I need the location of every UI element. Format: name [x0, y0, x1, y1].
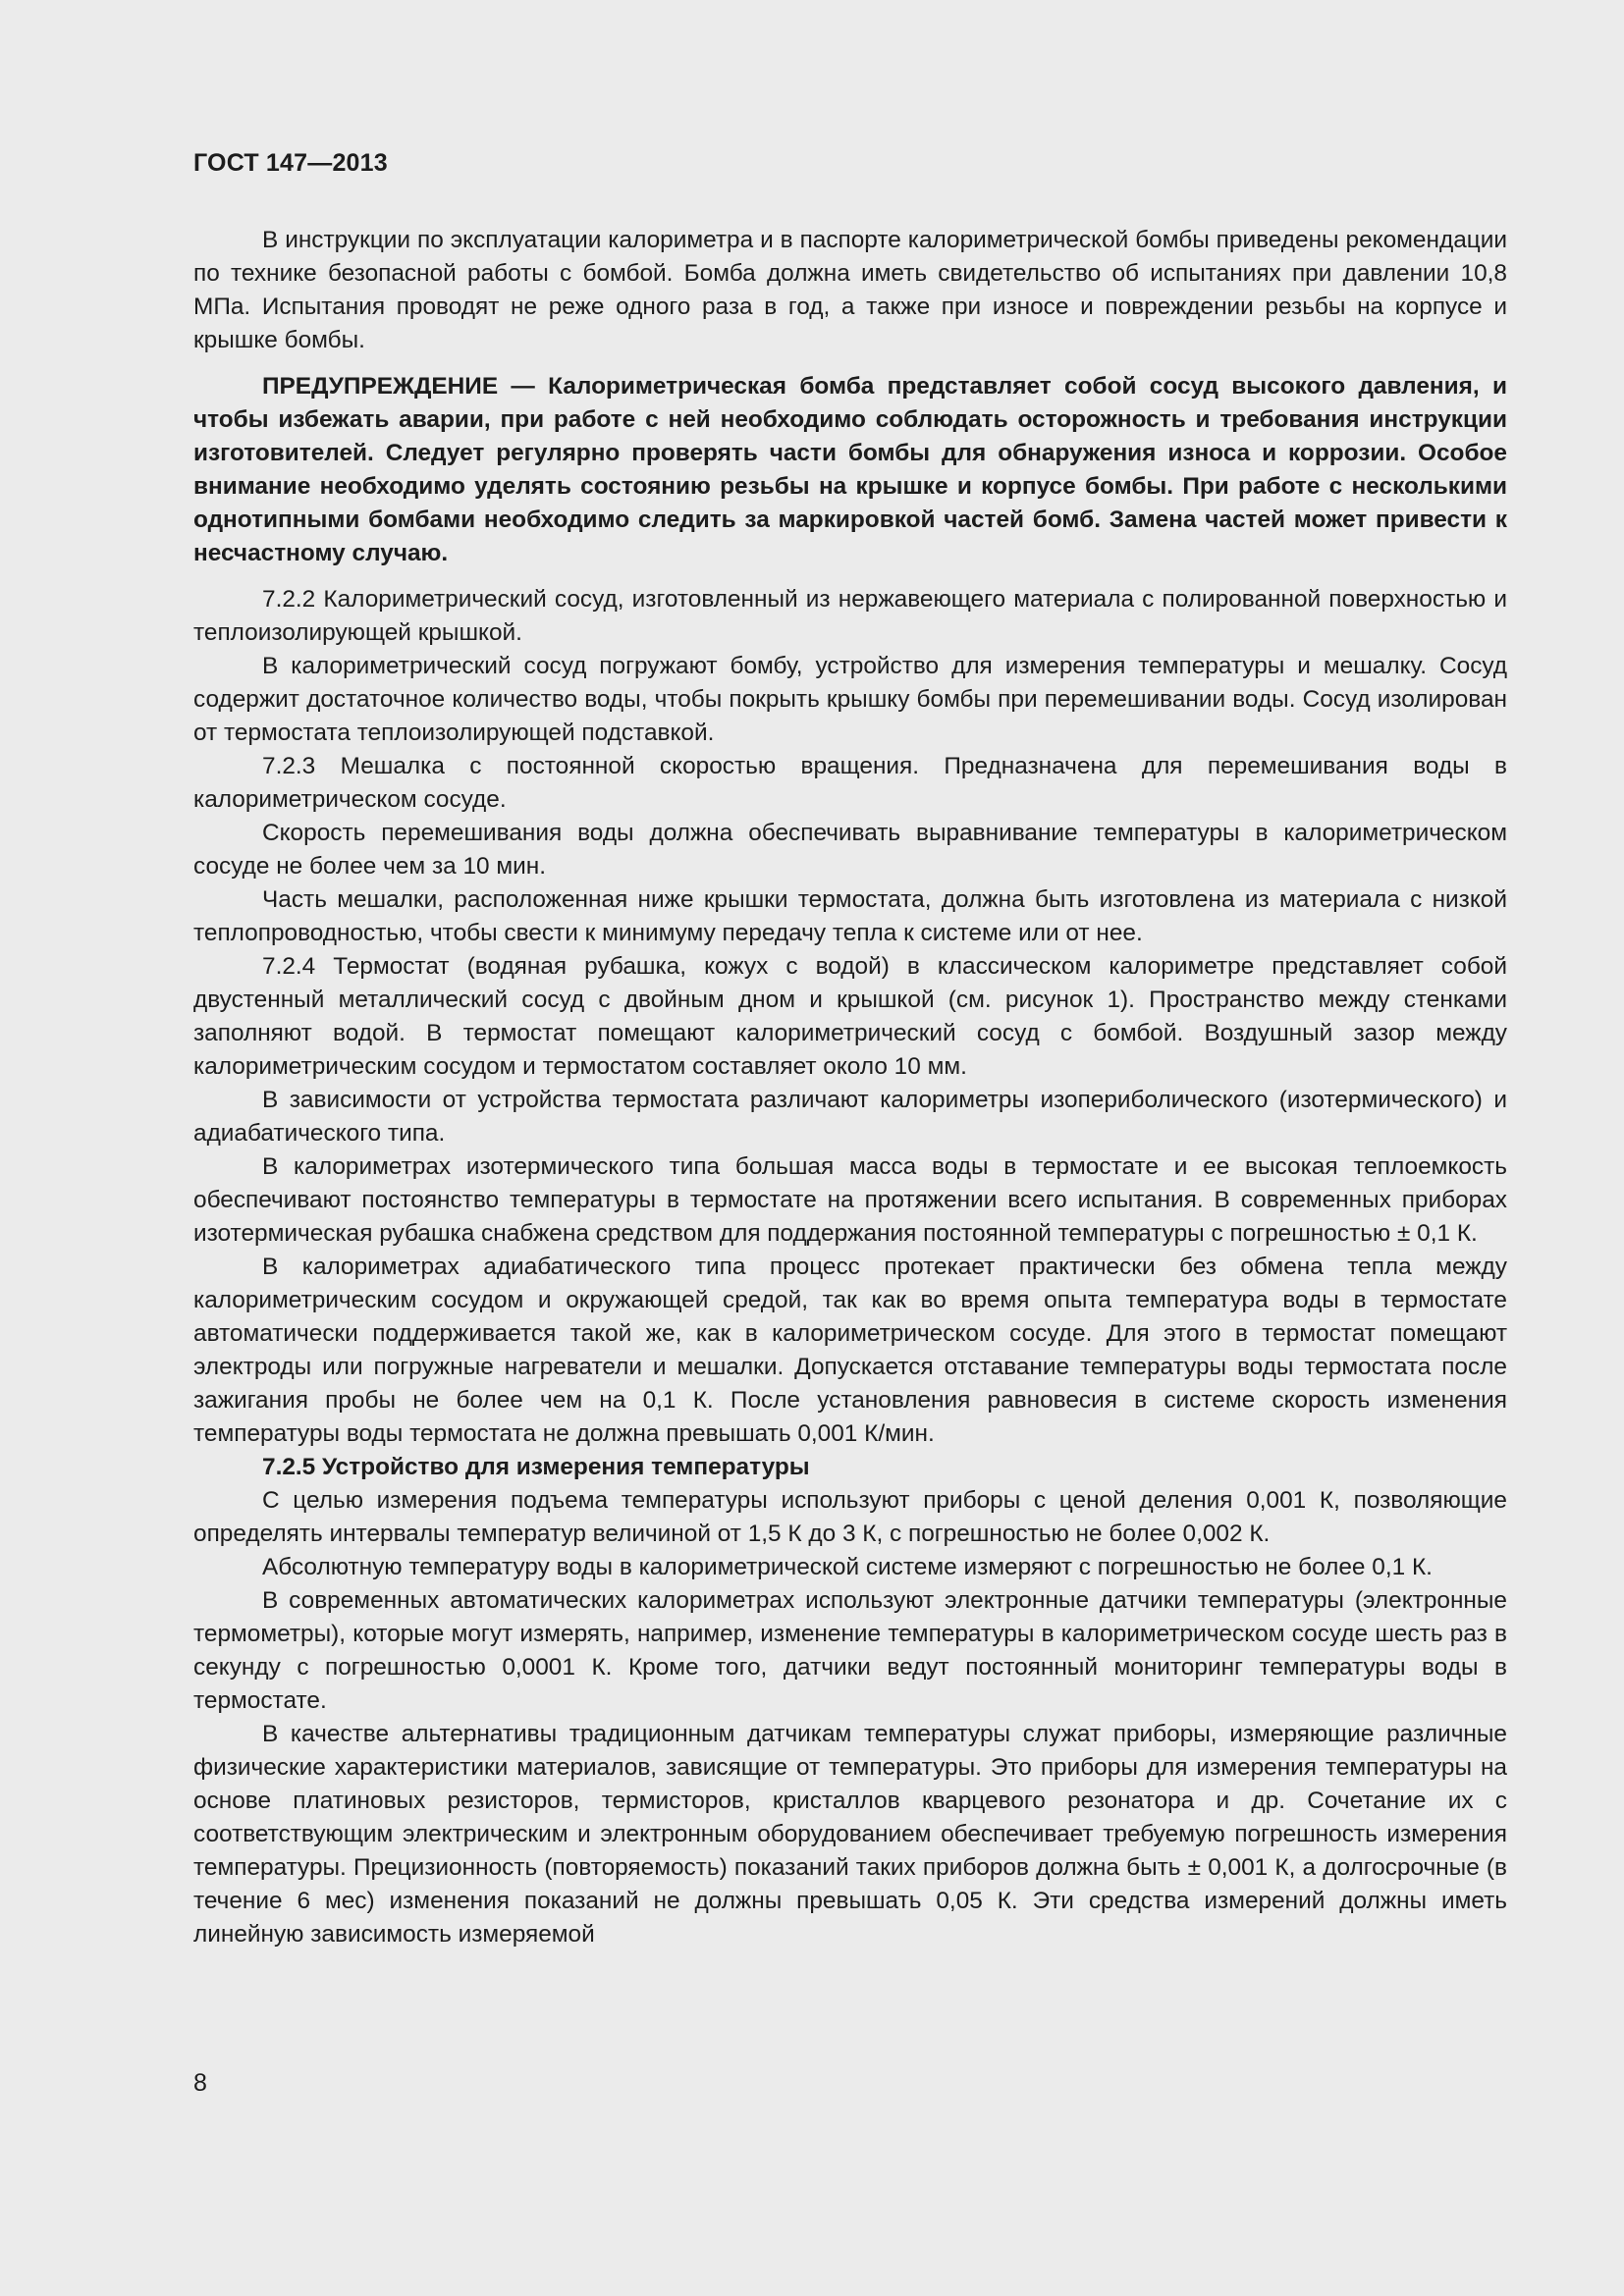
paragraph-safety-instructions: В инструкции по эксплуатации калориметра и в паспорте калориметрической бомбы приведены рекомендации по технике безопасной работы с бомбой. Бомба должна иметь свидетельство об испытаниях при давлении 10,8 МПа. Испытания проводят не реже одного раза в год, а также при износе и повреждении резьбы на корпусе и крышке бомбы.: [193, 227, 1507, 353]
paragraph-calorimeter-types: В зависимости от устройства термостата различают калориметры изопериболического (изотермического) и адиабатического типа.: [193, 1087, 1507, 1147]
paragraph-7-2-3: 7.2.3 Мешалка с постоянной скоростью вращения. Предназначена для перемешивания воды в калориметрическом сосуде.: [193, 753, 1507, 813]
paragraph-stirrer-material: Часть мешалки, расположенная ниже крышки термостата, должна быть изготовлена из материала с низкой теплопроводностью, чтобы свести к минимуму передачу тепла к системе или от нее.: [193, 886, 1507, 946]
paragraph-alternative-sensors: В качестве альтернативы традиционным датчикам температуры служат приборы, измеряющие различные физические характеристики материалов, зависящие от температуры. Это приборы для измерения температуры на основе платиновых резисторов, термисторов, кристаллов кварцевого резонатора и др. Сочетание их с соответствующим электрическим и электронным оборудованием обеспечивает требуемую погрешность измерения температуры. Прецизионность (повторяемость) показаний таких приборов должна быть ± 0,001 К, а долгосрочные (в течение 6 мес) изменения показаний не должны превышать 0,05 К. Эти средства измерений должны иметь линейную зависимость измеряемой: [193, 1721, 1507, 1948]
warning-paragraph: ПРЕДУПРЕЖДЕНИЕ — Калориметрическая бомба представляет собой сосуд высокого давления, и чтобы избежать аварии, при работе с ней необходимо соблюдать осторожность и требования инструкции изготовителей. Следует регулярно проверять части бомбы для обнаружения износа и коррозии. Особое внимание необходимо уделять состоянию резьбы на крышке и корпусе бомбы. При работе с несколькими однотипными бомбами необходимо следить за маркировкой частей бомб. Замена частей может привести к несчастному случаю.: [193, 373, 1507, 566]
paragraph-vessel-contents: В калориметрический сосуд погружают бомбу, устройство для измерения температуры и мешалку. Сосуд содержит достаточное количество воды, чтобы покрыть крышку бомбы при перемешивании воды. Сосуд изолирован от термостата теплоизолирующей подставкой.: [193, 653, 1507, 746]
paragraph-7-2-2: 7.2.2 Калориметрический сосуд, изготовленный из нержавеющего материала с полированной поверхностью и теплоизолирующей крышкой.: [193, 586, 1507, 646]
section-heading-7-2-5: 7.2.5 Устройство для измерения температуры: [262, 1454, 810, 1480]
document-header: ГОСТ 147—2013: [193, 149, 388, 177]
document-body: [193, 224, 1507, 1951]
paragraph-7-2-4: 7.2.4 Термостат (водяная рубашка, кожух с водой) в классическом калориметре представляет собой двустенный металлический сосуд с двойным дном и крышкой (см. рисунок 1). Пространство между стенками заполняют водой. В термостат помещают калориметрический сосуд с бомбой. Воздушный зазор между калориметрическим сосудом и термостатом составляет около 10 мм.: [193, 953, 1507, 1080]
paragraph-electronic-sensors: В современных автоматических калориметрах используют электронные датчики температуры (электронные термометры), которые могут измерять, например, изменение температуры в калориметрическом сосуде шесть раз в секунду с погрешностью 0,0001 К. Кроме того, датчики ведут постоянный мониторинг температуры воды в термостате.: [193, 1587, 1507, 1714]
paragraph-adiabatic: В калориметрах адиабатического типа процесс протекает практически без обмена тепла между калориметрическим сосудом и окружающей средой, так как во время опыта температура воды в термостате автоматически поддерживается такой же, как в калориметрическом сосуде. Для этого в термостат помещают электроды или погружные нагреватели и мешалки. Допускается отставание температуры воды термостата после зажигания пробы не более чем на 0,1 К. После установления равновесия в системе скорость изменения температуры воды термостата не должна превышать 0,001 К/мин.: [193, 1254, 1507, 1447]
paragraph-isothermal: В калориметрах изотермического типа большая масса воды в термостате и ее высокая теплоемкость обеспечивают постоянство температуры в термостате на протяжении всего испытания. В современных приборах изотермическая рубашка снабжена средством для поддержания постоянной температуры с погрешностью ± 0,1 К.: [193, 1153, 1507, 1247]
paragraph-temperature-rise: С целью измерения подъема температуры используют приборы с ценой деления 0,001 К, позволяющие определять интервалы температур величиной от 1,5 К до 3 К, с погрешностью не более 0,002 К.: [193, 1487, 1507, 1547]
page-number: 8: [193, 2069, 207, 2097]
paragraph-absolute-temperature: Абсолютную температуру воды в калориметрической системе измеряют с погрешностью не более 0,1 К.: [262, 1554, 1433, 1580]
paragraph-stirring-speed: Скорость перемешивания воды должна обеспечивать выравнивание температуры в калориметрическом сосуде не более чем за 10 мин.: [193, 820, 1507, 880]
